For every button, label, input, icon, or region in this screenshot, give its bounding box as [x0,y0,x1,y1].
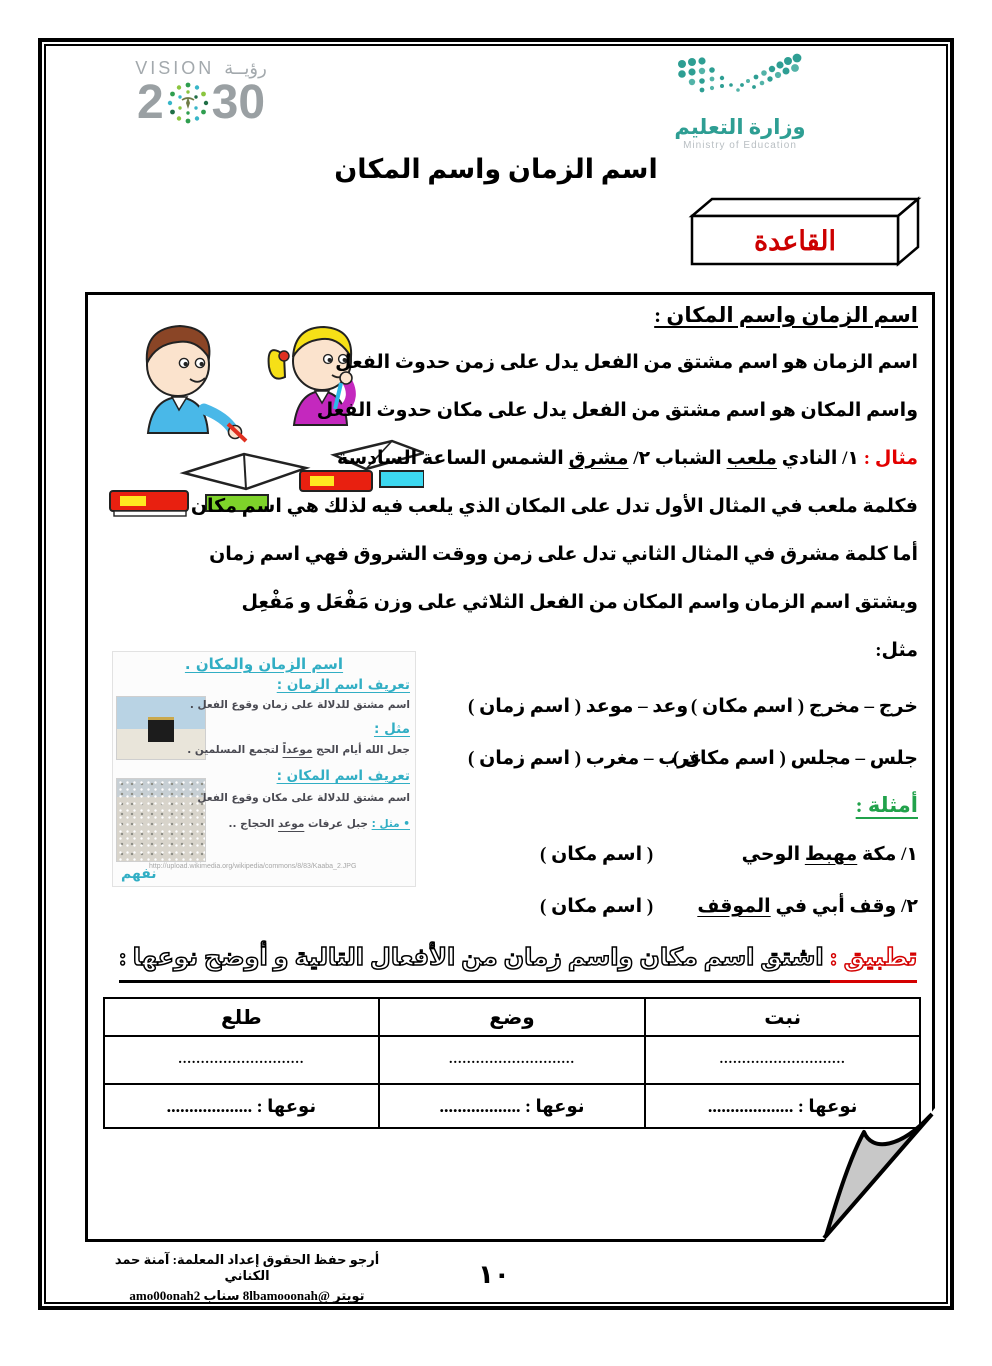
example-1-answer: ( اسم مكان ) [540,844,654,865]
example-part1: ١/ النادي [776,448,860,469]
slide-title: اسم الزمان والمكان . [184,655,344,673]
vision-year-left: 2 [136,76,164,129]
answer-blank-1[interactable]: ............................ [645,1036,920,1084]
slide-def-time-label: تعريف اسم الزمان : [276,677,410,693]
table-header-nabata: نبت [645,998,920,1036]
rule-3d-box-icon [686,194,930,272]
example-1-underlined: مهبط [804,844,858,865]
application-text: اشتق اسم مكان واسم زمان من الأفعال التالية و أوضح نوعها : [119,945,830,983]
table-header-row [104,998,920,1036]
example-2-answer: ( اسم مكان ) [540,896,654,917]
example-1-pre: ١/ مكة [857,844,918,865]
type-blank-3[interactable]: نوعها : ................... [104,1084,379,1128]
ministry-dots-emblem-icon [674,52,806,108]
slide-example-text [187,744,410,756]
slide-example-label: مثل : [373,721,410,737]
embedded-slide-image [112,651,416,887]
such-as-label: مثل: [875,640,918,661]
vision-word-en: VISION [135,58,215,78]
example-2-underlined: الموقف [697,896,771,917]
lesson-heading: اسم الزمان واسم المكان : [654,303,918,327]
explanation-3: ويشتق اسم الزمان واسم المكان من الفعل الثلاثي على وزن مَفْعَل و مَفْعِل [241,592,918,613]
slide-source-url: http://upload.wikimedia.org/wikipedia/commons/8/83/Kaaba_2.JPG [149,863,357,870]
example-1-text [742,843,918,866]
ministry-of-education-logo [660,52,820,151]
vision-logo-wordmark [96,58,306,79]
vision-word-ar: رؤيــة [224,58,267,78]
example-part3: الشمس الساعة السادسة [337,448,569,469]
slide-example2-pre: جبل عرفات [304,818,372,830]
type-blank-1[interactable]: نوعها : ................... [645,1084,920,1128]
example-line [337,447,918,470]
ministry-name-english: Ministry of Education [683,140,797,151]
example-2-text [697,895,918,918]
derivation-1-right: خرج – مخرج ( اسم مكان ) [690,696,918,717]
examples-heading: أمثلة : [855,793,918,817]
slide-example-underlined: موعداً [282,744,313,756]
rule-badge-label: القاعدة [753,226,837,256]
example-underlined-word-2: مشرق [568,448,629,469]
derivation-2-right: جلس – مجلس ( اسم مكان ) [672,748,918,769]
slide-def-place-label: تعريف اسم المكان : [276,768,410,784]
table-answer-row [104,1036,920,1084]
application-prompt [118,943,918,972]
page-number: ١٠ [478,1260,510,1289]
table-type-row [104,1084,920,1128]
nafham-logo: نفهم [121,866,157,882]
explanation-1: فكلمة ملعب في المثال الأول تدل على المكان الذي يلعب فيه لذلك هي اسم مكان [190,496,918,517]
vision-2030-emblem-icon [165,80,211,126]
slide-example-post: لتجمع المسلمين . [187,744,283,756]
lesson-content-box [85,292,935,1242]
definition-place: واسم المكان هو اسم مشتق من الفعل يدل على مكان حدوث الفعل [316,400,918,421]
rule-badge [686,194,930,277]
example-1-post: الوحي [741,844,805,865]
example-label: مثال : [863,448,918,469]
explanation-2: أما كلمة مشرق في المثال الثاني تدل على زمن ووقت الشروق فهي اسم زمان [209,544,918,565]
slide-example-pre: جعل الله أيام الحج [312,744,410,756]
answer-blank-2[interactable]: ............................ [379,1036,646,1084]
derivation-1-left: وعد – موعد ( اسم زمان ) [468,696,689,717]
slide-def-time-text: اسم مشتق للدلالة على زمان وقوع الفعل . [189,699,410,711]
folded-page-corner-icon [800,1094,935,1242]
example-underlined-word-1: ملعب [726,448,777,469]
table-header-talaa: طلع [104,998,379,1036]
example-part2: الشباب ٢/ [628,448,727,469]
vision-year-right: 30 [211,76,266,129]
slide-example2-underlined: موعد [278,818,305,830]
application-label: تطبيق : [830,945,918,983]
example-2-pre: ٢/ وقف أبي في [770,896,918,917]
ministry-name-arabic: وزارة التعليم [674,115,806,139]
vision-logo-year [96,76,306,129]
slide-example2-text [229,818,410,830]
credit-line-1: أرجو حفظ الحقوق إعداد المعلمة: آمنة حمد الكناني [114,1252,380,1283]
page-title: اسم الزمان واسم المكان [334,154,658,184]
definition-time: اسم الزمان هو اسم مشتق من الفعل يدل على زمن حدوث الفعل [335,352,918,373]
pilgrims-photo [116,778,206,862]
slide-example2-post: الحجاج .. [228,818,279,830]
vision-2030-logo [96,58,306,127]
credit-line-2: تويتر @8lbamooonah سناب amo00onah2 [129,1288,365,1303]
answer-blank-3[interactable]: ............................ [104,1036,379,1084]
application-table [103,997,921,1129]
derivation-2-left: غرب – مغرب ( اسم زمان ) [468,748,703,769]
table-header-wadaa: وضع [379,998,646,1036]
type-blank-2[interactable]: نوعها : .................. [379,1084,646,1128]
slide-def-place-text: اسم مشتق للدلالة على مكان وقوع الفعل [197,792,410,804]
slide-example2-label: • مثل : [371,818,410,830]
